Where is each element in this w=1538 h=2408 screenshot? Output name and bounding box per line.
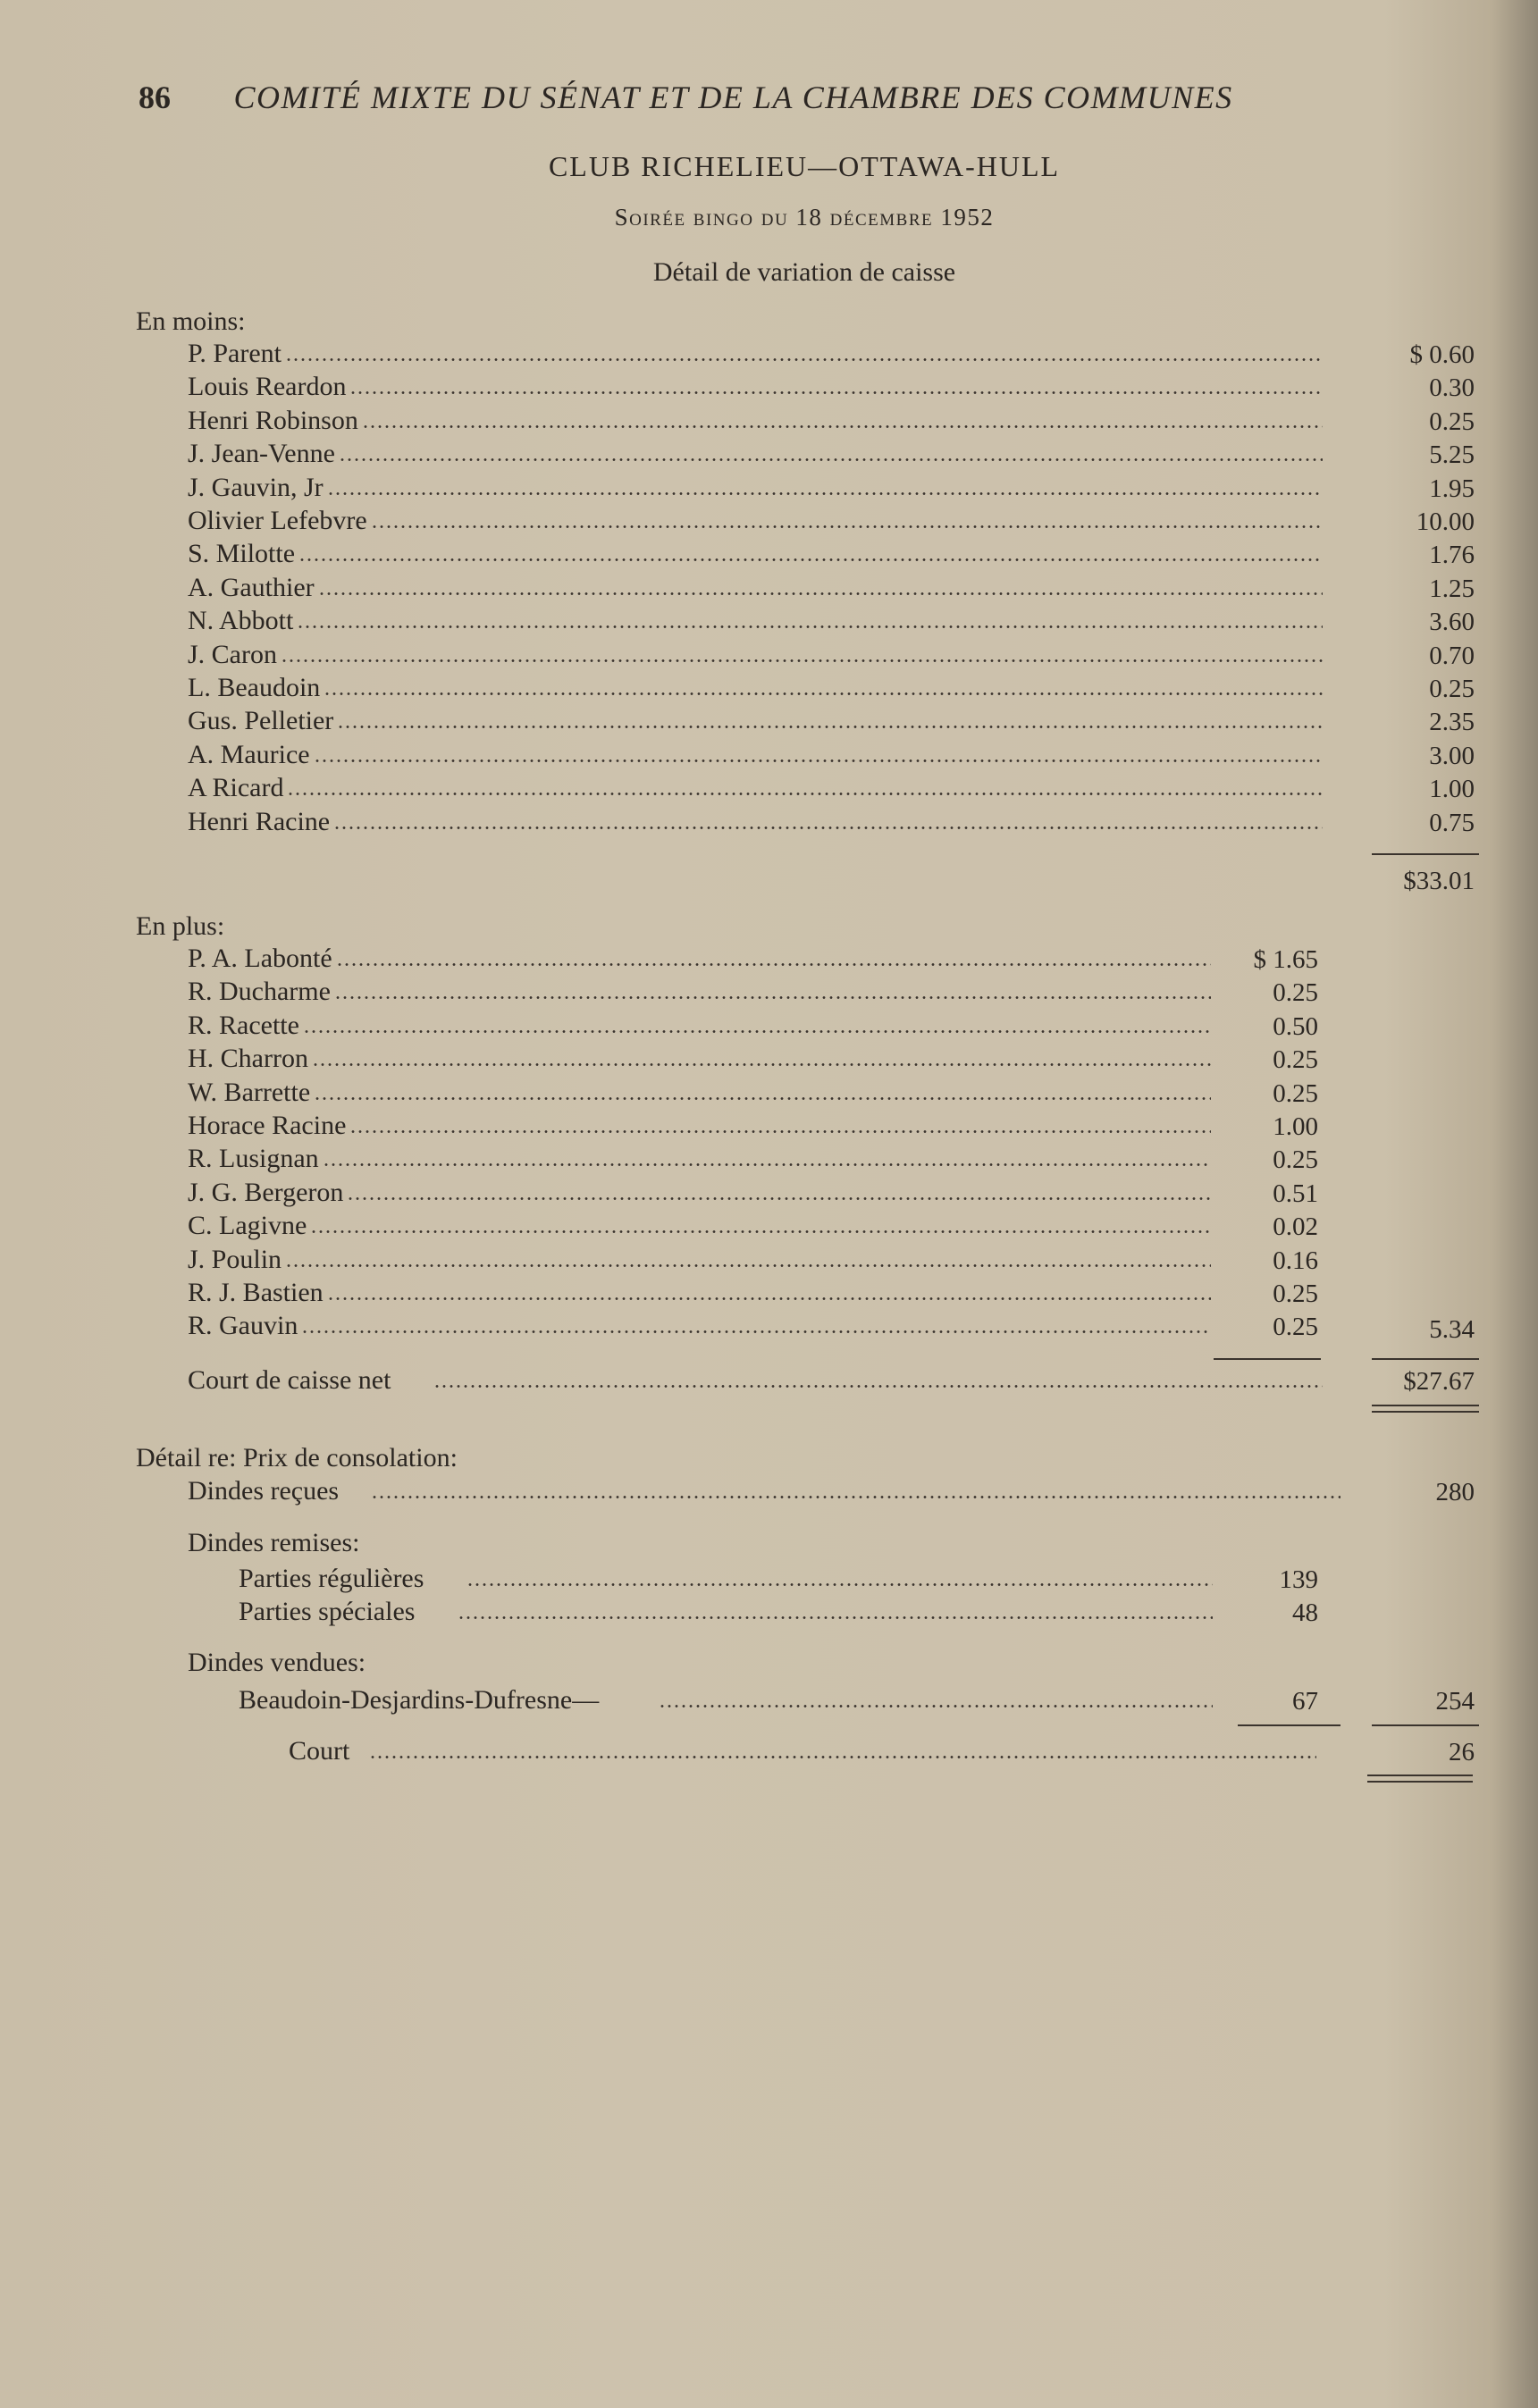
dindes-vendues-label: Dindes vendues:	[188, 1648, 366, 1677]
ledger-row	[188, 1111, 1211, 1143]
ledger-row	[188, 1311, 1211, 1343]
ledger-amount: 5.25	[1429, 440, 1475, 470]
ledger-name: L. Beaudoin	[188, 673, 321, 702]
ledger-amount: 10.00	[1416, 508, 1475, 536]
ledger-row	[188, 1078, 1211, 1110]
ledger-amount: 0.25	[1429, 407, 1475, 436]
dot-leader	[310, 1230, 1211, 1233]
dot-leader	[312, 1063, 1211, 1066]
court-double-rule-top	[1367, 1775, 1473, 1776]
ledger-name: S. Milotte	[188, 539, 296, 569]
dindes-recues-label: Dindes reçues	[188, 1476, 340, 1506]
ledger-name: P. Parent	[188, 339, 282, 368]
dot-leader	[324, 692, 1323, 695]
ledger-name: A. Maurice	[188, 739, 310, 769]
dot-leader	[433, 1385, 1323, 1388]
dindes-remises-label: Dindes remises:	[188, 1528, 360, 1557]
ledger-name: Olivier Lefebvre	[188, 506, 367, 535]
ledger-row	[188, 606, 1323, 638]
dot-leader	[659, 1705, 1213, 1707]
ledger-name: P. A. Labonté	[188, 944, 332, 973]
ledger-name: Horace Racine	[188, 1111, 347, 1140]
bdd-label: Beaudoin-Desjardins-Dufresne—	[239, 1685, 600, 1715]
ledger-amount: 0.50	[1273, 1011, 1318, 1041]
dot-leader	[301, 1330, 1211, 1333]
ledger-name: C. Lagivne	[188, 1211, 307, 1241]
ledger-row	[188, 473, 1323, 505]
dot-leader	[314, 1097, 1211, 1100]
dot-leader	[327, 492, 1323, 495]
court-double-rule-bottom	[1367, 1781, 1473, 1783]
court-row	[289, 1736, 1316, 1768]
ledger-row	[188, 1144, 1211, 1176]
en-plus-sub-rule	[1214, 1358, 1321, 1360]
ledger-row	[188, 339, 1323, 371]
ledger-amount: 0.25	[1273, 1045, 1318, 1075]
ledger-name: J. G. Bergeron	[188, 1177, 344, 1207]
ledger-row	[188, 673, 1323, 705]
ledger-name: R. Gauvin	[188, 1311, 298, 1341]
double-rule-bottom	[1372, 1411, 1479, 1413]
ledger-row	[188, 573, 1323, 605]
bdd-sub-rule	[1238, 1724, 1340, 1726]
court-amount: 26	[1449, 1738, 1475, 1766]
dot-leader	[318, 592, 1323, 595]
ledger-amount: 0.25	[1273, 1280, 1318, 1308]
court-net-amount: $27.67	[1403, 1367, 1475, 1396]
dot-leader	[334, 996, 1211, 999]
ledger-amount: 0.70	[1429, 641, 1475, 670]
ledger-amount: 1.76	[1429, 541, 1475, 570]
en-moins-label: En moins:	[136, 306, 246, 336]
en-plus-total-rule	[1372, 1358, 1479, 1360]
bdd-row	[239, 1685, 1213, 1717]
ledger-name: R. Lusignan	[188, 1144, 319, 1174]
dot-leader	[371, 525, 1323, 528]
consolation-label: Détail re: Prix de consolation:	[136, 1443, 458, 1472]
dot-leader	[281, 659, 1323, 662]
parties-speciales-label: Parties spéciales	[239, 1597, 416, 1626]
parties-regulieres-row	[239, 1564, 1213, 1596]
ledger-row	[188, 1245, 1211, 1277]
ledger-name: R. Racette	[188, 1010, 299, 1040]
dot-leader	[327, 1297, 1211, 1300]
dindes-recues-amount: 280	[1435, 1478, 1475, 1506]
ledger-row	[188, 706, 1323, 738]
en-plus-total: 5.34	[1429, 1315, 1475, 1344]
bdd-amount: 67	[1292, 1687, 1318, 1716]
dot-leader	[298, 558, 1323, 561]
club-title: CLUB RICHELIEU—OTTAWA-HULL	[548, 150, 1061, 182]
running-header	[139, 79, 1399, 116]
ledger-row	[188, 773, 1323, 805]
ledger-name: Louis Reardon	[188, 372, 347, 402]
ledger-amount: 0.02	[1273, 1212, 1318, 1242]
parties-regulieres-amount: 139	[1279, 1565, 1318, 1594]
court-net-label: Court de caisse net	[188, 1365, 391, 1395]
dot-leader	[323, 1163, 1211, 1166]
ledger-row	[188, 740, 1323, 772]
ledger-row	[188, 1278, 1211, 1310]
ledger-name: A. Gauthier	[188, 572, 315, 602]
ledger-row	[188, 406, 1323, 438]
dot-leader	[297, 625, 1323, 628]
ledger-amount: 3.60	[1429, 608, 1475, 637]
dot-leader	[333, 826, 1323, 829]
dot-leader	[347, 1197, 1211, 1200]
dot-leader	[458, 1616, 1213, 1619]
en-moins-total: $33.01	[1403, 867, 1475, 895]
ledger-amount: 0.51	[1273, 1179, 1318, 1208]
en-moins-total-rule	[1372, 853, 1479, 855]
ledger-row	[188, 539, 1323, 571]
ledger-name: J. Jean-Venne	[188, 439, 335, 469]
ledger-row	[188, 640, 1323, 672]
ledger-amount: 3.00	[1429, 741, 1475, 770]
running-title: COMITÉ MIXTE DU SÉNAT ET DE LA CHAMBRE DES COMMUNES	[233, 80, 1233, 115]
ledger-amount: $ 0.60	[1409, 340, 1475, 369]
parties-speciales-row	[239, 1597, 1213, 1629]
dot-leader	[337, 726, 1323, 728]
dot-leader	[466, 1583, 1213, 1586]
bdd-total-rule	[1372, 1724, 1479, 1726]
section-subtitle: Détail de variation de caisse	[652, 257, 956, 287]
ledger-amount: 0.25	[1273, 1313, 1318, 1342]
dot-leader	[349, 391, 1323, 394]
ledger-name: A Ricard	[188, 773, 284, 803]
dot-leader	[287, 793, 1323, 795]
ledger-amount: 0.25	[1273, 1078, 1318, 1108]
double-rule-top	[1372, 1405, 1479, 1406]
dot-leader	[349, 1130, 1211, 1133]
ledger-amount: $ 1.65	[1253, 945, 1318, 974]
ledger-amount: 0.25	[1273, 1145, 1318, 1175]
ledger-amount: 0.75	[1429, 808, 1475, 837]
dot-leader	[369, 1756, 1316, 1758]
ledger-row	[188, 439, 1323, 471]
page-number: 86	[139, 80, 171, 115]
ledger-name: R. J. Bastien	[188, 1278, 324, 1307]
ledger-name: J. Gauvin, Jr	[188, 472, 324, 502]
ledger-name: Henri Racine	[188, 806, 331, 836]
ledger-amount: 2.35	[1429, 708, 1475, 737]
ledger-row	[188, 944, 1211, 976]
dot-leader	[285, 1264, 1211, 1267]
dot-leader	[303, 1030, 1211, 1033]
ledger-amount: 0.25	[1429, 675, 1475, 703]
dot-leader	[314, 759, 1323, 762]
ledger-row	[188, 1044, 1211, 1076]
ledger-name: Henri Robinson	[188, 405, 358, 435]
en-plus-label: En plus:	[136, 911, 225, 941]
parties-regulieres-label: Parties régulières	[239, 1564, 424, 1593]
event-title: Soirée bingo du 18 décembre 1952	[614, 204, 995, 231]
bdd-total: 254	[1435, 1687, 1475, 1716]
dot-leader	[336, 963, 1211, 966]
ledger-name: H. Charron	[188, 1044, 308, 1074]
court-label: Court	[289, 1736, 350, 1766]
ledger-name: J. Poulin	[188, 1244, 282, 1274]
ledger-name: N. Abbott	[188, 606, 294, 636]
dot-leader	[339, 458, 1323, 461]
court-net-row	[188, 1365, 1323, 1397]
ledger-row	[188, 977, 1211, 1009]
ledger-name: J. Caron	[188, 639, 277, 669]
ledger-name: R. Ducharme	[188, 977, 331, 1007]
ledger-row	[188, 807, 1323, 839]
ledger-amount: 0.30	[1429, 373, 1475, 403]
ledger-amount: 1.00	[1429, 775, 1475, 804]
ledger-row	[188, 1011, 1211, 1043]
ledger-row	[188, 1178, 1211, 1210]
dot-leader	[362, 425, 1323, 428]
ledger-row	[188, 372, 1323, 404]
dindes-recues-row	[188, 1476, 1340, 1508]
ledger-name: W. Barrette	[188, 1077, 311, 1107]
dot-leader	[371, 1496, 1340, 1498]
dot-leader	[285, 358, 1323, 361]
ledger-amount: 1.00	[1273, 1112, 1318, 1141]
ledger-amount: 0.16	[1273, 1246, 1318, 1275]
ledger-row	[188, 1211, 1211, 1243]
ledger-name: Gus. Pelletier	[188, 706, 334, 736]
ledger-amount: 0.25	[1273, 978, 1318, 1008]
parties-speciales-amount: 48	[1292, 1598, 1318, 1627]
ledger-amount: 1.25	[1429, 574, 1475, 603]
ledger-row	[188, 506, 1323, 538]
ledger-amount: 1.95	[1429, 474, 1475, 503]
